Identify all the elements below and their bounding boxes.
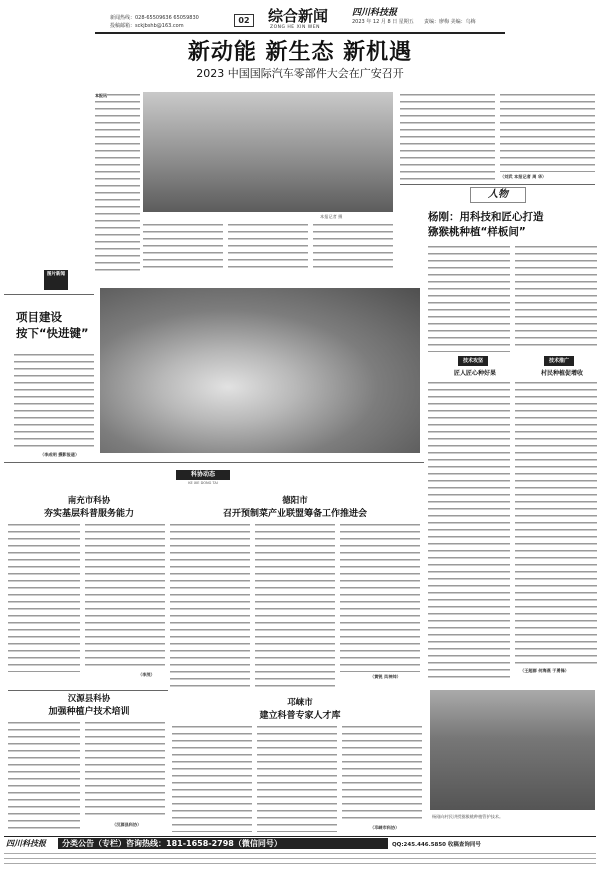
story1-body-col1 (8, 522, 80, 672)
lead-body-col5 (400, 92, 495, 182)
profile-photo-caption: 杨刚向村民讲授猕猴桃种植管护技术。 (432, 814, 504, 819)
ads-banner: 分类公告（专栏）咨询热线：181-1658-2798（微信同号） (58, 838, 388, 849)
ads-top-rule (4, 836, 596, 837)
section-pinyin: ZONG HE XIN WEN (270, 25, 320, 30)
profile-section-label-box (470, 187, 526, 203)
project-title-line2: 按下“快进键” (16, 326, 89, 340)
story4-body-col2 (257, 724, 337, 832)
lead-reporter: （刘武 本报记者 周 华） (500, 174, 547, 179)
issue-date: 2023 年 12 月 8 日 星期五 (352, 19, 414, 25)
story2-credit: （黄锐 凤神帅） (370, 674, 401, 679)
keke-section-tag: 科协动态 (176, 470, 230, 480)
hotline: 新闻热线：028-65509636 65059830 (110, 15, 199, 21)
project-body (14, 352, 94, 447)
profile-body-col3 (428, 380, 510, 680)
page-number: 02 (234, 14, 254, 27)
profile-section-label: 人物 (488, 189, 508, 200)
lead-body-col6 (500, 92, 595, 172)
construction-aerial-photo (100, 288, 420, 453)
lead-body-col2 (143, 222, 223, 272)
project-bottom-rule (4, 462, 424, 463)
story3-body-col2 (85, 720, 165, 820)
email: 投稿邮箱：sckjbshb@163.com (110, 23, 184, 29)
lead-byline: 本报讯 (95, 93, 107, 98)
section-title: 综合新闻 (268, 7, 329, 25)
story2-body-col2 (255, 522, 335, 692)
keke-section-pinyin: KE XIE DONG TAI (188, 481, 218, 485)
story1-credit: （李茂） (138, 672, 155, 677)
story2-body-col3 (340, 522, 420, 672)
story3-body-col1 (8, 720, 80, 830)
lead-headline: 新动能 新生态 新机遇 (187, 40, 413, 65)
profile-sub1-title: 匠人匠心种好果 (453, 370, 496, 377)
profile-body-col1 (428, 244, 510, 352)
story1-title-line1: 南充市科协 (67, 496, 111, 506)
profile-photo (430, 690, 595, 810)
story4-body-col1 (172, 724, 252, 832)
ads-qq: QQ:245.446.5850 收稿查询同号 (392, 842, 481, 848)
masthead-rule (95, 32, 505, 34)
profile-title-line2: 猕猴桃种植“样板间” (428, 226, 526, 238)
project-title-line1: 项目建设 (16, 310, 62, 324)
profile-divider (400, 184, 595, 185)
conference-photo-credit: 本报记者 摄 (320, 214, 343, 219)
lead-body-col1 (95, 92, 140, 272)
project-badge: 图片新闻 (44, 270, 68, 290)
story3-credit: （汉源县科协） (112, 822, 142, 827)
ads-paper-name: 四川科技报 (6, 838, 46, 848)
conference-photo (143, 92, 393, 212)
profile-sub1-tag: 技术攻坚 (458, 356, 488, 366)
story2-title-line1: 德阳市 (282, 496, 308, 506)
profile-sub2-title: 村民种植促增收 (540, 370, 583, 377)
story4-credit: （邛崃市科协） (370, 825, 400, 830)
lead-body-col4 (313, 222, 393, 272)
project-credit: （李成明 摄影报道） (40, 452, 80, 457)
profile-credit: （王超群 何海燕 于勇锋） (520, 668, 569, 673)
story2-body-col1 (170, 522, 250, 692)
story2-title-line2: 召开预制菜产业联盟筹备工作推进会 (222, 509, 367, 519)
story4-title-line2: 建立科普专家人才库 (259, 711, 341, 721)
lead-body-col3 (228, 222, 308, 272)
profile-body-col4 (515, 380, 597, 665)
paper-name: 四川科技报 (352, 8, 398, 18)
story1-title-line2: 夯实基层科普服务能力 (43, 509, 134, 519)
lead-subheadline: 2023 中国国际汽车零部件大会在广安召开 (196, 67, 404, 80)
story3-title-line1: 汉源县科协 (67, 694, 111, 704)
story4-title-line1: 邛崃市 (287, 698, 313, 708)
story3-rule (8, 690, 168, 691)
story3-title-line2: 加强种植户技术培训 (48, 707, 130, 717)
story1-body-col2 (85, 522, 165, 667)
ads-listings (4, 851, 596, 868)
project-rule (4, 294, 94, 295)
masthead (0, 0, 600, 44)
profile-body-col2 (515, 244, 597, 349)
profile-sub2-tag: 技术推广 (544, 356, 574, 366)
story4-body-col3 (342, 724, 422, 824)
profile-title-line1: 杨刚：用科技和匠心打造 (428, 211, 544, 223)
editor-credit: 责编：廖梅 美编：乌梅 (424, 19, 476, 25)
